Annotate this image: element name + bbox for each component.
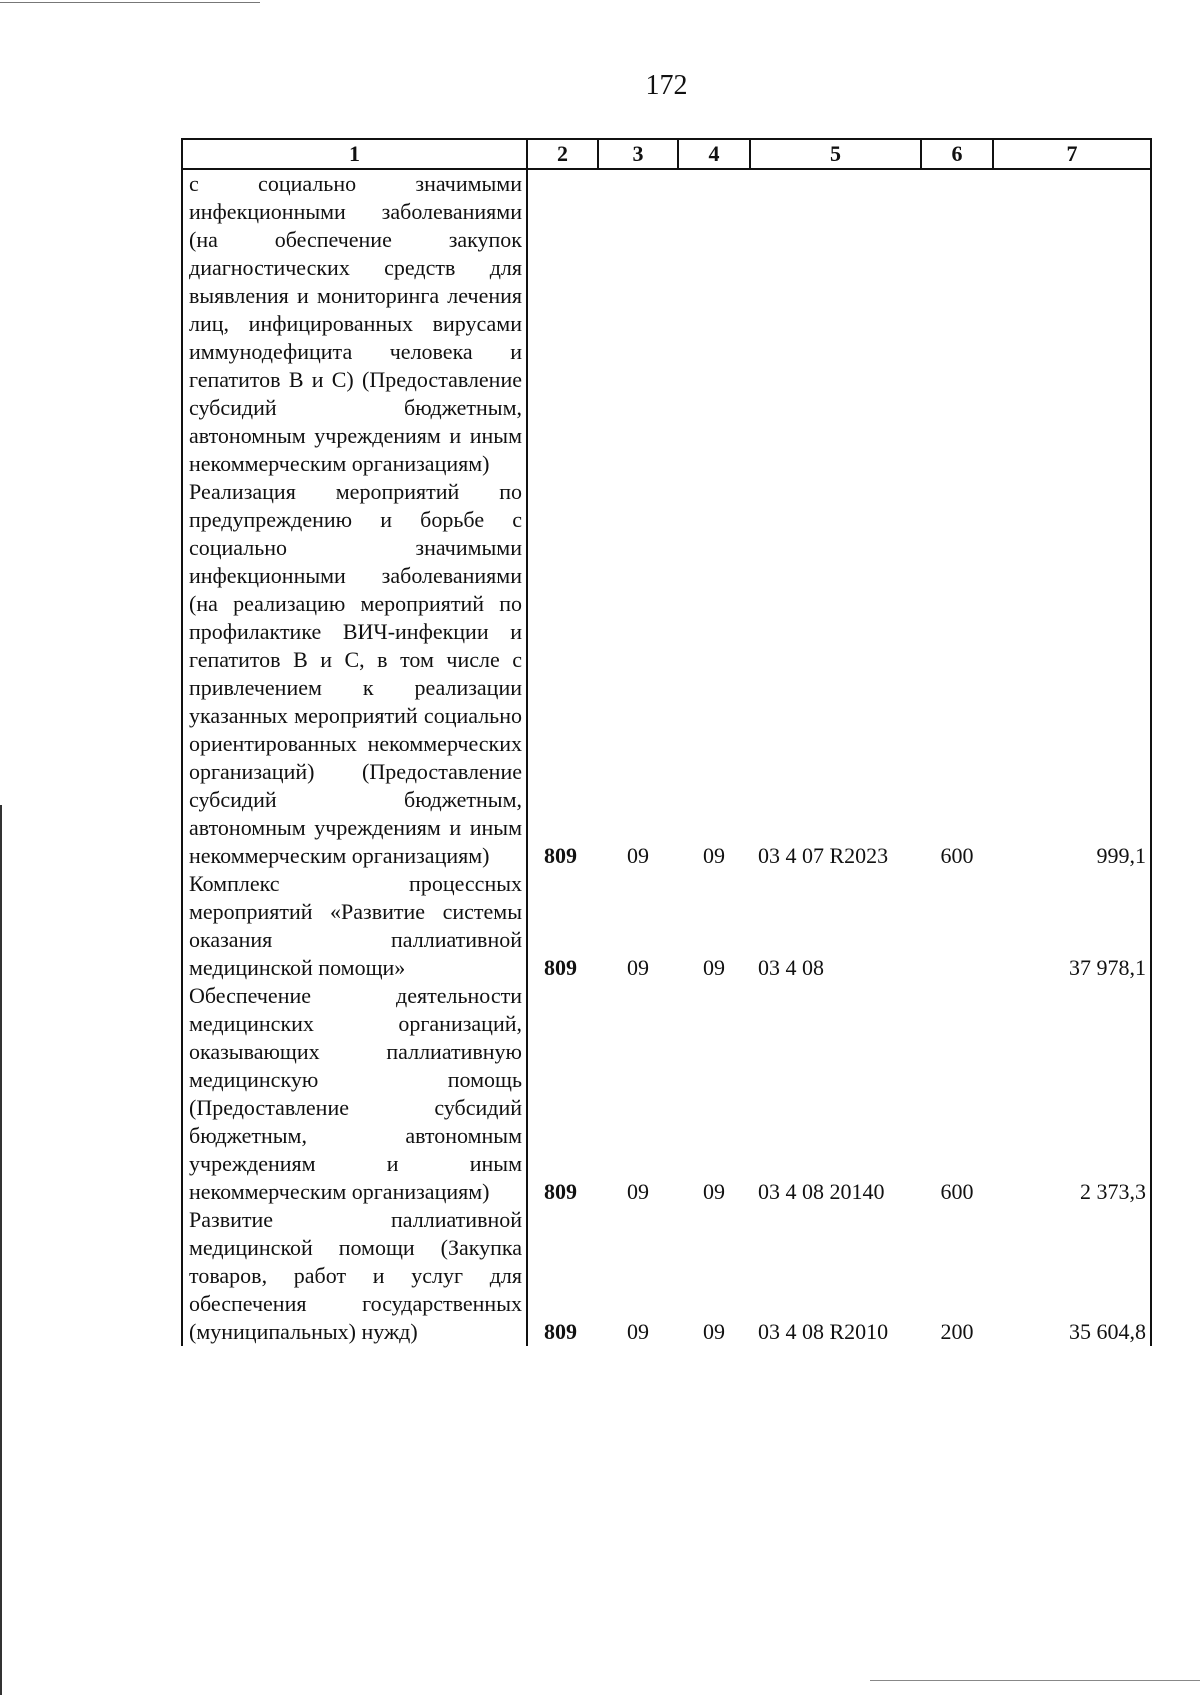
table-row: [182, 870, 1151, 982]
row-section: 09: [627, 843, 649, 868]
row-ministry-code: [527, 169, 598, 478]
row-target-code: 03 4 07 R2023: [758, 843, 889, 868]
table-row: [182, 478, 1151, 870]
scan-edge-left: [0, 805, 2, 1695]
row-expense-type: 200: [940, 1319, 974, 1344]
budget-table: [181, 138, 1152, 1346]
row-amount: 2 373,3: [993, 982, 1151, 1206]
row-subsection: 09: [703, 1319, 725, 1344]
header-col-1: 1: [182, 139, 527, 169]
table-row: [182, 169, 1151, 478]
header-col-5: 5: [750, 139, 921, 169]
row-name: Реализация мероприятий по предупреждению и борьбе с социально значимыми инфекционными заболеваниями (на реализацию мероприятий по профилактике ВИЧ-инфекции и гепатитов В и С, в том числе с привлечением к реализации указанных мероприятий социально ориентированных некоммерческих организаций) (Предоставление субсидий бюджетным, автономным учреждениям и иным некоммерческим организациям): [182, 478, 527, 870]
scan-edge-top: [0, 2, 260, 3]
row-ministry-code: 809: [544, 843, 577, 868]
header-col-3: 3: [598, 139, 678, 169]
row-expense-type: [921, 169, 993, 478]
row-section: 09: [627, 1179, 649, 1204]
row-ministry-code: 809: [544, 1179, 577, 1204]
row-amount: 35 604,8: [993, 1206, 1151, 1346]
row-ministry-code: 809: [544, 955, 577, 980]
header-col-6: 6: [921, 139, 993, 169]
row-ministry-code: 809: [544, 1319, 577, 1344]
row-target-code: [750, 169, 921, 478]
header-col-4: 4: [678, 139, 750, 169]
header-col-7: 7: [993, 139, 1151, 169]
row-amount: [993, 169, 1151, 478]
row-expense-type: 600: [940, 1179, 974, 1204]
row-name: Комплекс процессных мероприятий «Развитие системы оказания паллиативной медицинской помощи»: [182, 870, 527, 982]
row-target-code: 03 4 08: [758, 955, 824, 980]
row-name: Развитие паллиативной медицинской помощи (Закупка товаров, работ и услуг для обеспечения государственных (муниципальных) нужд): [182, 1206, 527, 1346]
row-expense-type: 600: [940, 843, 974, 868]
table-row: [182, 982, 1151, 1206]
table-row: [182, 1206, 1151, 1346]
row-expense-type: [921, 870, 993, 982]
page-number: 172: [645, 70, 688, 101]
row-subsection: 09: [703, 955, 725, 980]
row-amount: 999,1: [993, 478, 1151, 870]
row-subsection: 09: [703, 843, 725, 868]
scan-edge-bottom: [870, 1680, 1200, 1681]
row-target-code: 03 4 08 20140: [758, 1179, 885, 1204]
row-section: [598, 169, 678, 478]
row-section: 09: [627, 955, 649, 980]
header-row: [182, 139, 1151, 169]
header-col-2: 2: [527, 139, 598, 169]
row-name: с социально значимыми инфекционными заболеваниями (на обеспечение закупок диагностических средств для выявления и мониторинга лечения лиц, инфицированных вирусами иммунодефицита человека и гепатитов В и С) (Предоставление субсидий бюджетным, автономным учреждениям и иным некоммерческим организациям): [182, 169, 527, 478]
row-target-code: 03 4 08 R2010: [758, 1319, 889, 1344]
row-subsection: [678, 169, 750, 478]
row-amount: 37 978,1: [993, 870, 1151, 982]
row-section: 09: [627, 1319, 649, 1344]
row-name: Обеспечение деятельности медицинских организаций, оказывающих паллиативную медицинскую помощь (Предоставление субсидий бюджетным, автономным учреждениям и иным некоммерческим организациям): [182, 982, 527, 1206]
row-subsection: 09: [703, 1179, 725, 1204]
